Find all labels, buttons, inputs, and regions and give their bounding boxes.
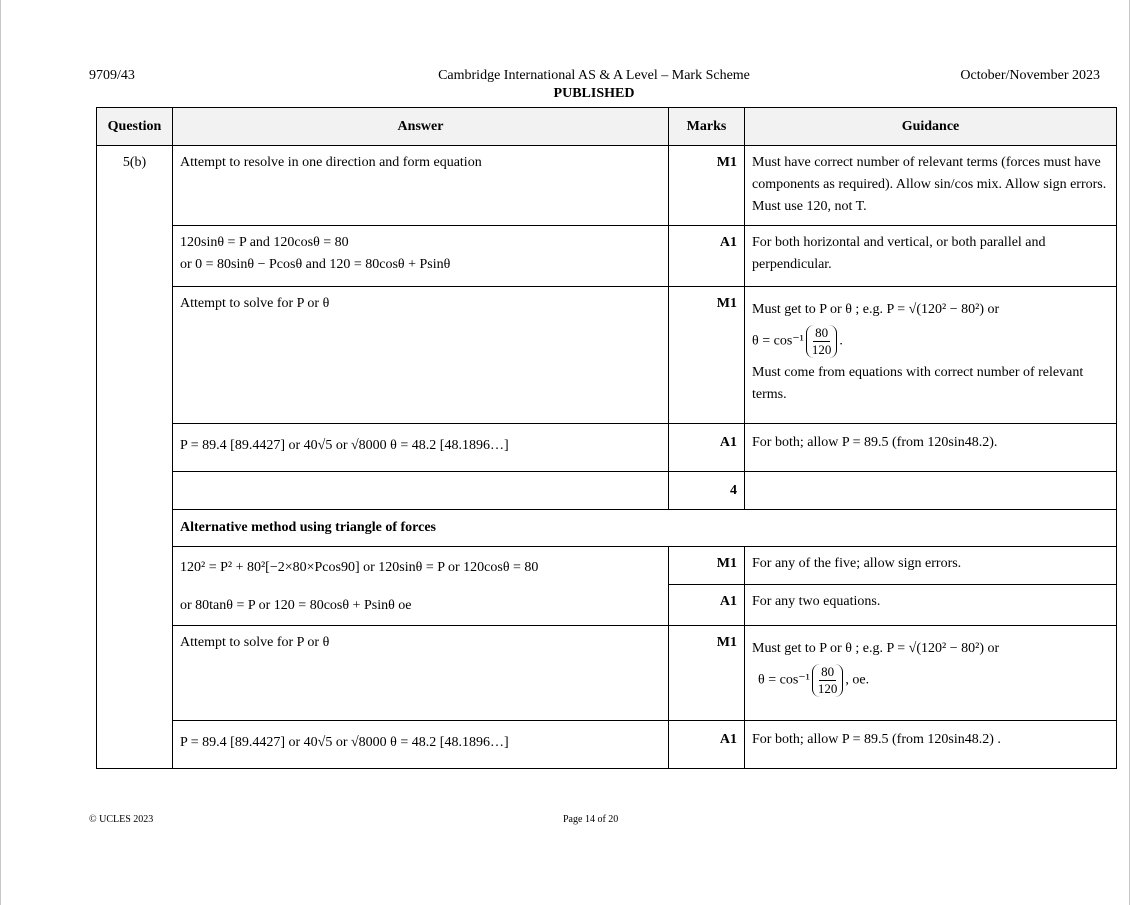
answer-cell: Attempt to resolve in one direction and form equation [173, 146, 669, 226]
total-marks: 4 [669, 472, 745, 510]
page-edge-left [0, 0, 1, 905]
guidance-line: Must get to P or θ ; e.g. P = √(120² − 80²) or [752, 302, 1000, 317]
table-header-row [97, 108, 1117, 146]
copyright: © UCLES 2023 [89, 814, 154, 825]
answer-line: or 0 = 80sinθ − Pcosθ and 120 = 80cosθ + Psinθ [180, 257, 451, 272]
answer-cell: P = 89.4 [89.4427] or 40√5 or √8000 θ = 48.2 [48.1896…] [173, 424, 669, 472]
guidance-line: Must come from equations with correct number of relevant terms. [752, 365, 1084, 402]
exam-date: October/November 2023 [960, 68, 1100, 83]
table-row [97, 547, 1117, 585]
answer-cell: Attempt to solve for P or θ [173, 626, 669, 721]
mark-cell: A1 [669, 585, 745, 626]
fraction-denominator: 120 [811, 342, 832, 357]
formula-end: , oe. [845, 672, 870, 688]
answer-line: 120sinθ = P and 120cosθ = 80 [180, 235, 349, 250]
mark-cell: A1 [669, 721, 745, 769]
guidance-cell: For both; allow P = 89.5 (from 120sin48.2) . [745, 721, 1117, 769]
table-row [97, 424, 1117, 472]
guidance-cell: For any two equations. [745, 585, 1117, 626]
mark-cell: M1 [669, 287, 745, 424]
mark-cell: M1 [669, 146, 745, 226]
answer-cell: P = 89.4 [89.4427] or 40√5 or √8000 θ = 48.2 [48.1896…] [173, 721, 669, 769]
column-header-question: Question [97, 108, 173, 146]
page-number: Page 14 of 20 [563, 814, 619, 825]
guidance-formula [752, 325, 1109, 358]
column-header-answer: Answer [173, 108, 669, 146]
formula-lhs: θ = cos⁻¹ [758, 672, 810, 688]
fraction-denominator: 120 [817, 681, 838, 696]
total-row [97, 472, 1117, 510]
guidance-cell: For any of the five; allow sign errors. [745, 547, 1117, 585]
guidance-cell: Must have correct number of relevant terms (forces must have components as required). Allow sin/cos mix. Allow sign errors. Must use 120, not T. [745, 146, 1117, 226]
column-header-guidance: Guidance [745, 108, 1117, 146]
fraction [812, 664, 844, 697]
guidance-cell [745, 472, 1117, 510]
alternative-heading-row [97, 510, 1117, 547]
table-row [97, 626, 1117, 721]
guidance-formula [758, 664, 1109, 697]
guidance-cell [745, 287, 1117, 424]
mark-cell: M1 [669, 626, 745, 721]
table-row [97, 287, 1117, 424]
fraction-numerator: 80 [821, 664, 835, 679]
table-row [97, 146, 1117, 226]
document-title: Cambridge International AS & A Level – Mark Scheme [438, 68, 750, 83]
table-row [97, 721, 1117, 769]
table-row [97, 226, 1117, 287]
fraction [806, 325, 838, 358]
mark-cell: A1 [669, 424, 745, 472]
answer-cell [173, 547, 669, 626]
mark-cell: M1 [669, 547, 745, 585]
guidance-cell: For both horizontal and vertical, or both parallel and perpendicular. [745, 226, 1117, 287]
fraction-numerator: 80 [815, 325, 829, 340]
question-number: 5(b) [97, 146, 173, 769]
mark-cell: A1 [669, 226, 745, 287]
mark-scheme-table [96, 107, 1117, 769]
guidance-line: Must get to P or θ ; e.g. P = √(120² − 80²) or [752, 641, 1000, 656]
answer-cell [173, 226, 669, 287]
answer-line: 120² = P² + 80²[−2×80×Pcos90] or 120sinθ = P or 120cosθ = 80 [180, 560, 539, 575]
paper-code: 9709/43 [89, 68, 135, 83]
guidance-cell: For both; allow P = 89.5 (from 120sin48.2). [745, 424, 1117, 472]
published-label: PUBLISHED [553, 86, 635, 101]
guidance-cell [745, 626, 1117, 721]
answer-cell: Attempt to solve for P or θ [173, 287, 669, 424]
column-header-marks: Marks [669, 108, 745, 146]
formula-lhs: θ = cos⁻¹ [752, 333, 804, 349]
alternative-method-heading: Alternative method using triangle of forces [173, 510, 1117, 547]
answer-cell [173, 472, 669, 510]
formula-end: . [839, 333, 843, 349]
answer-line: or 80tanθ = P or 120 = 80cosθ + Psinθ oe [180, 598, 412, 613]
